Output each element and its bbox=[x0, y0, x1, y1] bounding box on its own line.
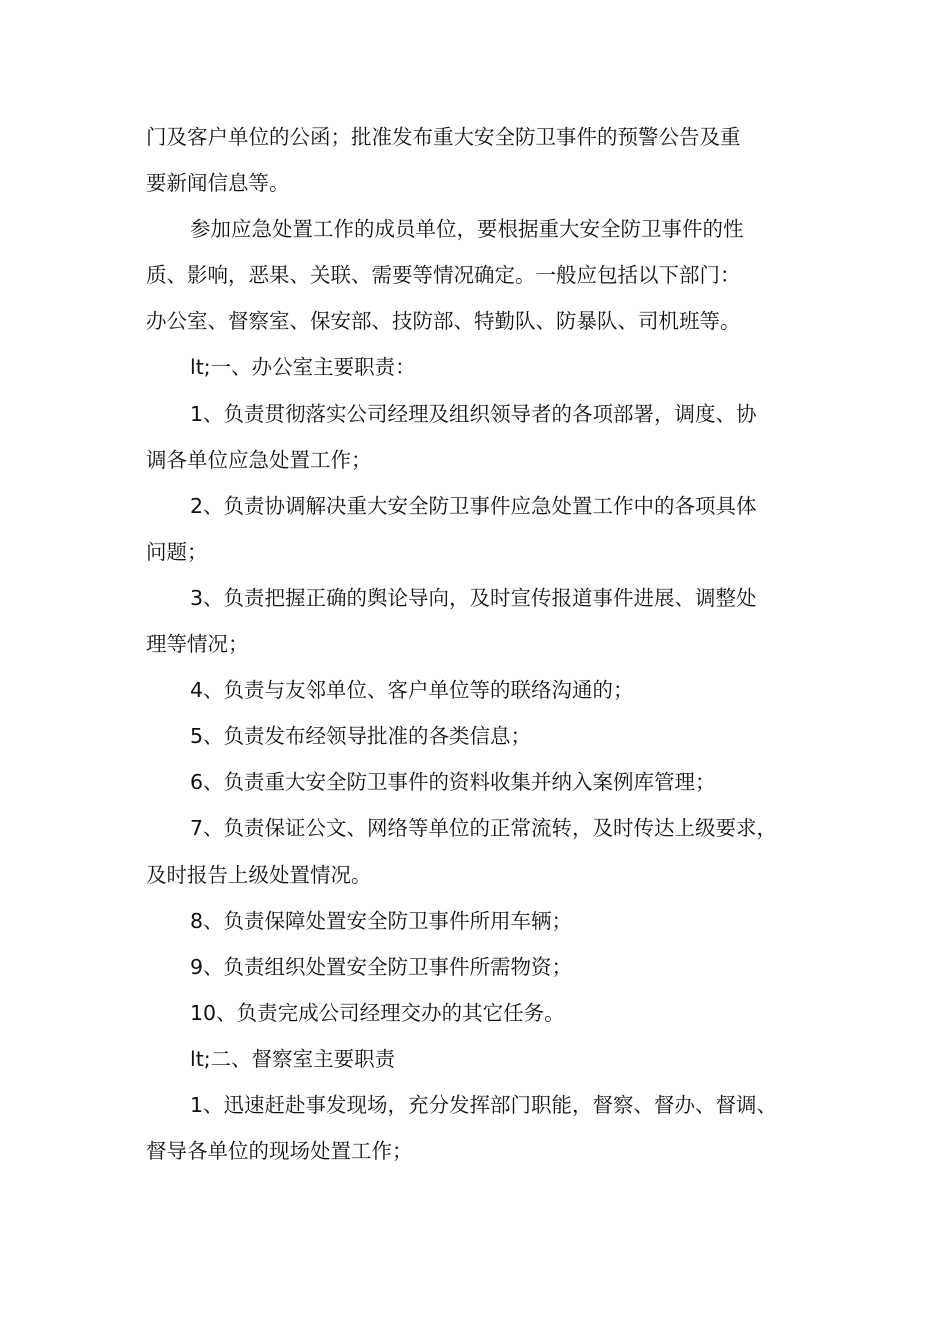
text-line: 督导各单位的现场处置工作； bbox=[146, 1139, 413, 1164]
text-line: 办公室、督察室、保安部、技防部、特勤队、防暴队、司机班等。 bbox=[146, 309, 741, 334]
text-line: 质、影响，恶果、关联、需要等情况确定。一般应包括以下部门： bbox=[146, 263, 741, 288]
text-line: 调各单位应急处置工作； bbox=[146, 447, 372, 472]
text-line: 及时报告上级处置情况。 bbox=[146, 862, 372, 887]
text-line: 4、负责与友邻单位、客户单位等的联络沟通的； bbox=[190, 678, 634, 703]
text-line: 1、迅速赶赴事发现场，充分发挥部门职能，督察、督办、督调、 bbox=[190, 1092, 778, 1117]
text-line: 5、负责发布经领导批准的各类信息； bbox=[190, 724, 532, 749]
text-line: lt;二、督察室主要职责 bbox=[190, 1046, 396, 1071]
text-line: 理等情况； bbox=[146, 632, 249, 657]
text-line: 9、负责组织处置安全防卫事件所需物资； bbox=[190, 954, 573, 979]
text-line: 6、负责重大安全防卫事件的资料收集并纳入案例库管理； bbox=[190, 770, 716, 795]
text-line: 8、负责保障处置安全防卫事件所用车辆； bbox=[190, 908, 573, 933]
text-line: 门及客户单位的公函；批准发布重大安全防卫事件的预警公告及重 bbox=[146, 125, 741, 149]
text-line: 3、负责把握正确的舆论导向，及时宣传报道事件进展、调整处 bbox=[190, 585, 757, 610]
text-line: 问题； bbox=[146, 539, 208, 564]
document-body bbox=[146, 114, 826, 1174]
text-line: lt;一、办公室主要职责： bbox=[190, 355, 416, 380]
text-line: 10、负责完成公司经理交办的其它任务。 bbox=[190, 1000, 565, 1025]
text-line: 2、负责协调解决重大安全防卫事件应急处置工作中的各项具体 bbox=[190, 493, 757, 518]
text-line: 参加应急处置工作的成员单位，要根据重大安全防卫事件的性 bbox=[190, 217, 744, 242]
text-line: 7、负责保证公文、网络等单位的正常流转，及时传达上级要求， bbox=[190, 816, 778, 841]
text-line: 要新闻信息等。 bbox=[146, 171, 290, 196]
text-line: 1、负责贯彻落实公司经理及组织领导者的各项部署，调度、协 bbox=[190, 401, 757, 426]
